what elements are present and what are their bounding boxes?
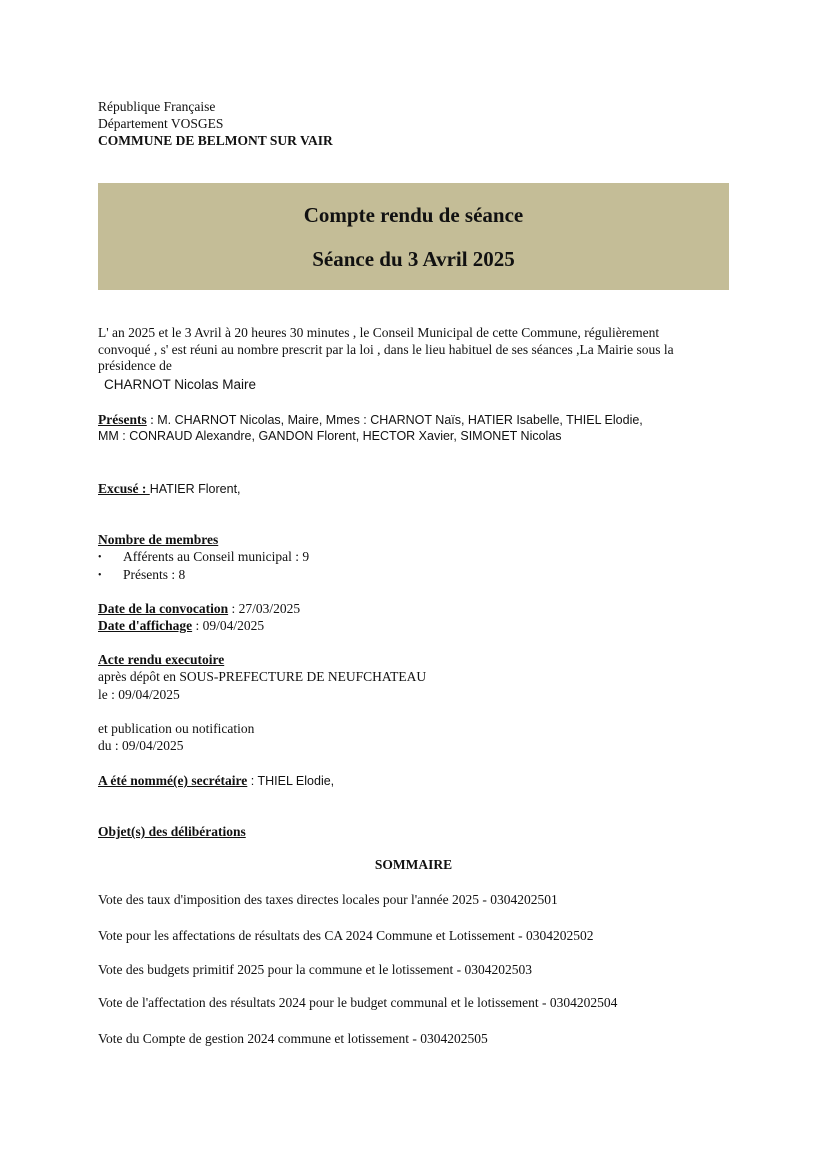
title-banner [98, 183, 729, 290]
acte-label: Acte rendu executoire [98, 652, 225, 667]
affichage-line [98, 617, 264, 634]
acte-depot-date: le : 09/04/2025 [98, 687, 180, 702]
sommaire-item: Vote des budgets primitif 2025 pour la commune et le lotissement - 0304202503 [98, 962, 532, 977]
members-item-presents: Présents : 8 [123, 567, 186, 582]
secretaire-label: A été nommé(e) secrétaire [98, 773, 248, 788]
sommaire-heading: SOMMAIRE [374, 857, 453, 872]
page-subtitle: Séance du 3 Avril 2025 [312, 247, 515, 271]
acte-publication: et publication ou notification [98, 721, 255, 736]
acte-publication-date: du : 09/04/2025 [98, 738, 184, 753]
presents-label: Présents [98, 412, 147, 427]
intro-line-1: L' an 2025 et le 3 Avril à 20 heures 30 minutes , le Conseil Municipal de cette Commune, régulièrement [98, 325, 660, 340]
intro-line-2: convoqué , s' est réuni au nombre prescrit par la loi , dans le lieu habituel de ses séances ,La Mairie sous la [98, 342, 674, 357]
excuse-label: Excusé : [98, 481, 150, 496]
members-item-afferents: Afférents au Conseil municipal : 9 [123, 549, 310, 564]
secretaire-value: : THIEL Elodie, [247, 774, 335, 788]
sommaire-item: Vote des taux d'imposition des taxes directes locales pour l'année 2025 - 0304202501 [98, 892, 558, 907]
convocation-line [98, 600, 300, 617]
convocation-label: Date de la convocation [98, 601, 229, 616]
header-commune: COMMUNE DE BELMONT SUR VAIR [98, 133, 333, 148]
presents-line-2: MM : CONRAUD Alexandre, GANDON Florent, HECTOR Xavier, SIMONET Nicolas [98, 429, 562, 443]
bullet-icon: • [98, 552, 102, 563]
bullet-icon: • [98, 570, 102, 581]
presents-line-1 [98, 411, 643, 429]
affichage-label: Date d'affichage [98, 618, 193, 633]
objets-label: Objet(s) des délibérations [98, 824, 246, 839]
excuse-names: HATIER Florent, [149, 482, 241, 496]
presents-sep: : [146, 412, 158, 427]
excuse-line [98, 480, 241, 498]
header-republic: République Française [98, 99, 216, 114]
members-label: Nombre de membres [98, 532, 219, 547]
intro-line-3: présidence de [98, 358, 172, 373]
affichage-value: : 09/04/2025 [192, 618, 265, 633]
secretaire-line [98, 772, 334, 790]
sommaire-item: Vote pour les affectations de résultats des CA 2024 Commune et Lotissement - 0304202502 [98, 928, 594, 943]
page-title: Compte rendu de séance [303, 203, 524, 227]
convocation-value: : 27/03/2025 [228, 601, 301, 616]
sommaire-item: Vote de l'affectation des résultats 2024 pour le budget communal et le lotissement - 0304202504 [98, 995, 618, 1010]
presents-names-1: M. CHARNOT Nicolas, Maire, Mmes : CHARNOT Naïs, HATIER Isabelle, THIEL Elodie, [157, 413, 643, 427]
sommaire-item: Vote du Compte de gestion 2024 commune et lotissement - 0304202505 [98, 1031, 488, 1046]
header-department: Département VOSGES [98, 116, 224, 131]
acte-depot: après dépôt en SOUS-PREFECTURE DE NEUFCHATEAU [98, 669, 427, 684]
president-name: CHARNOT Nicolas Maire [104, 377, 257, 392]
